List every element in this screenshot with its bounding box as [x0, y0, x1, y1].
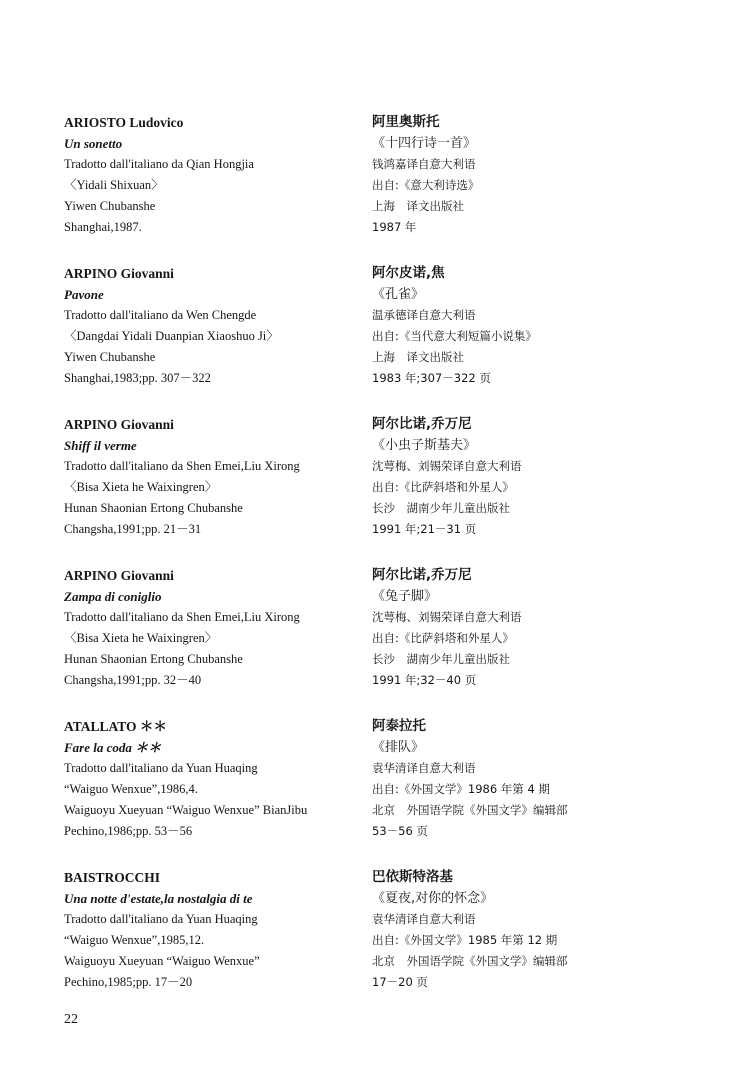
italian-translator: Tradotto dall'italiano da Shen Emei,Liu Xirong: [64, 610, 300, 624]
italian-place-date: Shanghai,1987.: [64, 220, 142, 234]
chinese-source: 出自:《意大利诗选》: [372, 178, 480, 192]
chinese-translator: 袁华清译自意大利语: [372, 761, 476, 775]
italian-column: [64, 414, 372, 565]
chinese-publisher: 北京 外国语学院《外国文学》编辑部: [372, 954, 568, 968]
chinese-publisher: 长沙 湖南少年儿童出版社: [372, 652, 510, 666]
italian-column: [64, 263, 372, 414]
italian-publisher: Hunan Shaonian Ertong Chubanshe: [64, 501, 243, 515]
italian-publisher: Waiguoyu Xueyuan “Waiguo Wenxue” BianJibu: [64, 803, 308, 817]
chinese-date-pages: 17－20 页: [372, 975, 428, 989]
italian-title: Shiff il verme: [64, 438, 137, 453]
italian-place-date: Changsha,1991;pp. 21－31: [64, 522, 202, 536]
italian-source: 〈Bisa Xieta he Waixingren〉: [64, 480, 218, 494]
bibliography-list: [64, 112, 704, 1018]
italian-translator: Tradotto dall'italiano da Yuan Huaqing: [64, 761, 258, 775]
chinese-date-pages: 53－56 页: [372, 824, 428, 838]
italian-source: 〈Bisa Xieta he Waixingren〉: [64, 631, 218, 645]
bibliography-entry: [64, 565, 704, 716]
chinese-column: [372, 414, 704, 565]
italian-column: [64, 565, 372, 716]
chinese-title: 《孔雀》: [372, 287, 425, 302]
italian-author: ARPINO Giovanni: [64, 568, 174, 583]
chinese-translator: 沈萼梅、刘锡荣译自意大利语: [372, 459, 522, 473]
chinese-publisher: 上海 译文出版社: [372, 350, 464, 364]
chinese-date-pages: 1983 年;307－322 页: [372, 371, 491, 385]
chinese-author: 阿尔比诺,乔万尼: [372, 567, 472, 583]
chinese-author: 阿里奥斯托: [372, 114, 440, 130]
italian-title: Una notte d'estate,la nostalgia di te: [64, 891, 253, 906]
italian-translator: Tradotto dall'italiano da Yuan Huaqing: [64, 912, 258, 926]
chinese-translator: 温承德译自意大利语: [372, 308, 476, 322]
bibliography-entry: [64, 263, 704, 414]
chinese-column: [372, 112, 704, 263]
italian-title: Fare la coda ＊＊: [64, 740, 162, 755]
chinese-source: 出自:《外国文学》1985 年第 12 期: [372, 933, 558, 947]
italian-title: Un sonetto: [64, 136, 123, 151]
italian-author: BAISTROCCHI: [64, 870, 161, 885]
italian-place-date: Pechino,1986;pp. 53－56: [64, 824, 193, 838]
italian-source: “Waiguo Wenxue”,1985,12.: [64, 933, 205, 947]
chinese-column: [372, 716, 704, 867]
chinese-title: 《排队》: [372, 740, 425, 755]
italian-title: Pavone: [64, 287, 104, 302]
bibliography-entry: [64, 414, 704, 565]
italian-author: ATALLATO ＊＊: [64, 719, 167, 734]
italian-column: [64, 112, 372, 263]
italian-place-date: Pechino,1985;pp. 17－20: [64, 975, 193, 989]
bibliography-entry: [64, 716, 704, 867]
italian-column: [64, 716, 372, 867]
chinese-column: [372, 565, 704, 716]
italian-translator: Tradotto dall'italiano da Qian Hongjia: [64, 157, 254, 171]
italian-place-date: Shanghai,1983;pp. 307－322: [64, 371, 211, 385]
italian-source: “Waiguo Wenxue”,1986,4.: [64, 782, 198, 796]
chinese-date-pages: 1991 年;32－40 页: [372, 673, 477, 687]
italian-publisher: Waiguoyu Xueyuan “Waiguo Wenxue”: [64, 954, 260, 968]
chinese-publisher: 长沙 湖南少年儿童出版社: [372, 501, 510, 515]
italian-publisher: Hunan Shaonian Ertong Chubanshe: [64, 652, 243, 666]
italian-translator: Tradotto dall'italiano da Wen Chengde: [64, 308, 257, 322]
italian-source: 〈Yidali Shixuan〉: [64, 178, 164, 192]
chinese-source: 出自:《当代意大利短篇小说集》: [372, 329, 537, 343]
chinese-translator: 钱鸿嘉译自意大利语: [372, 157, 476, 171]
italian-author: ARIOSTO Ludovico: [64, 115, 184, 130]
chinese-title: 《小虫子斯基夫》: [372, 438, 477, 453]
chinese-translator: 袁华清译自意大利语: [372, 912, 476, 926]
chinese-date-pages: 1991 年;21－31 页: [372, 522, 477, 536]
chinese-column: [372, 867, 704, 1018]
chinese-title: 《兔子脚》: [372, 589, 438, 604]
chinese-author: 阿尔皮诺,焦: [372, 265, 445, 281]
chinese-title: 《夏夜,对你的怀念》: [372, 891, 494, 906]
chinese-title: 《十四行诗一首》: [372, 136, 477, 151]
chinese-publisher: 上海 译文出版社: [372, 199, 464, 213]
chinese-translator: 沈萼梅、刘锡荣译自意大利语: [372, 610, 522, 624]
chinese-author: 阿尔比诺,乔万尼: [372, 416, 472, 432]
italian-column: [64, 867, 372, 1018]
bibliography-entry: [64, 112, 704, 263]
page-number: 22: [64, 1012, 78, 1027]
italian-author: ARPINO Giovanni: [64, 417, 174, 432]
italian-author: ARPINO Giovanni: [64, 266, 174, 281]
bibliography-entry: [64, 867, 704, 1018]
chinese-author: 阿泰拉托: [372, 718, 426, 734]
italian-place-date: Changsha,1991;pp. 32－40: [64, 673, 202, 687]
italian-publisher: Yiwen Chubanshe: [64, 199, 156, 213]
chinese-author: 巴依斯特洛基: [372, 869, 453, 885]
chinese-source: 出自:《外国文学》1986 年第 4 期: [372, 782, 550, 796]
chinese-column: [372, 263, 704, 414]
chinese-source: 出自:《比萨斜塔和外星人》: [372, 480, 514, 494]
italian-translator: Tradotto dall'italiano da Shen Emei,Liu Xirong: [64, 459, 300, 473]
italian-publisher: Yiwen Chubanshe: [64, 350, 156, 364]
italian-title: Zampa di coniglio: [64, 589, 162, 604]
chinese-publisher: 北京 外国语学院《外国文学》编辑部: [372, 803, 568, 817]
chinese-date-pages: 1987 年: [372, 220, 417, 234]
chinese-source: 出自:《比萨斜塔和外星人》: [372, 631, 514, 645]
italian-source: 〈Dangdai Yidali Duanpian Xiaoshuo Ji〉: [64, 329, 279, 343]
